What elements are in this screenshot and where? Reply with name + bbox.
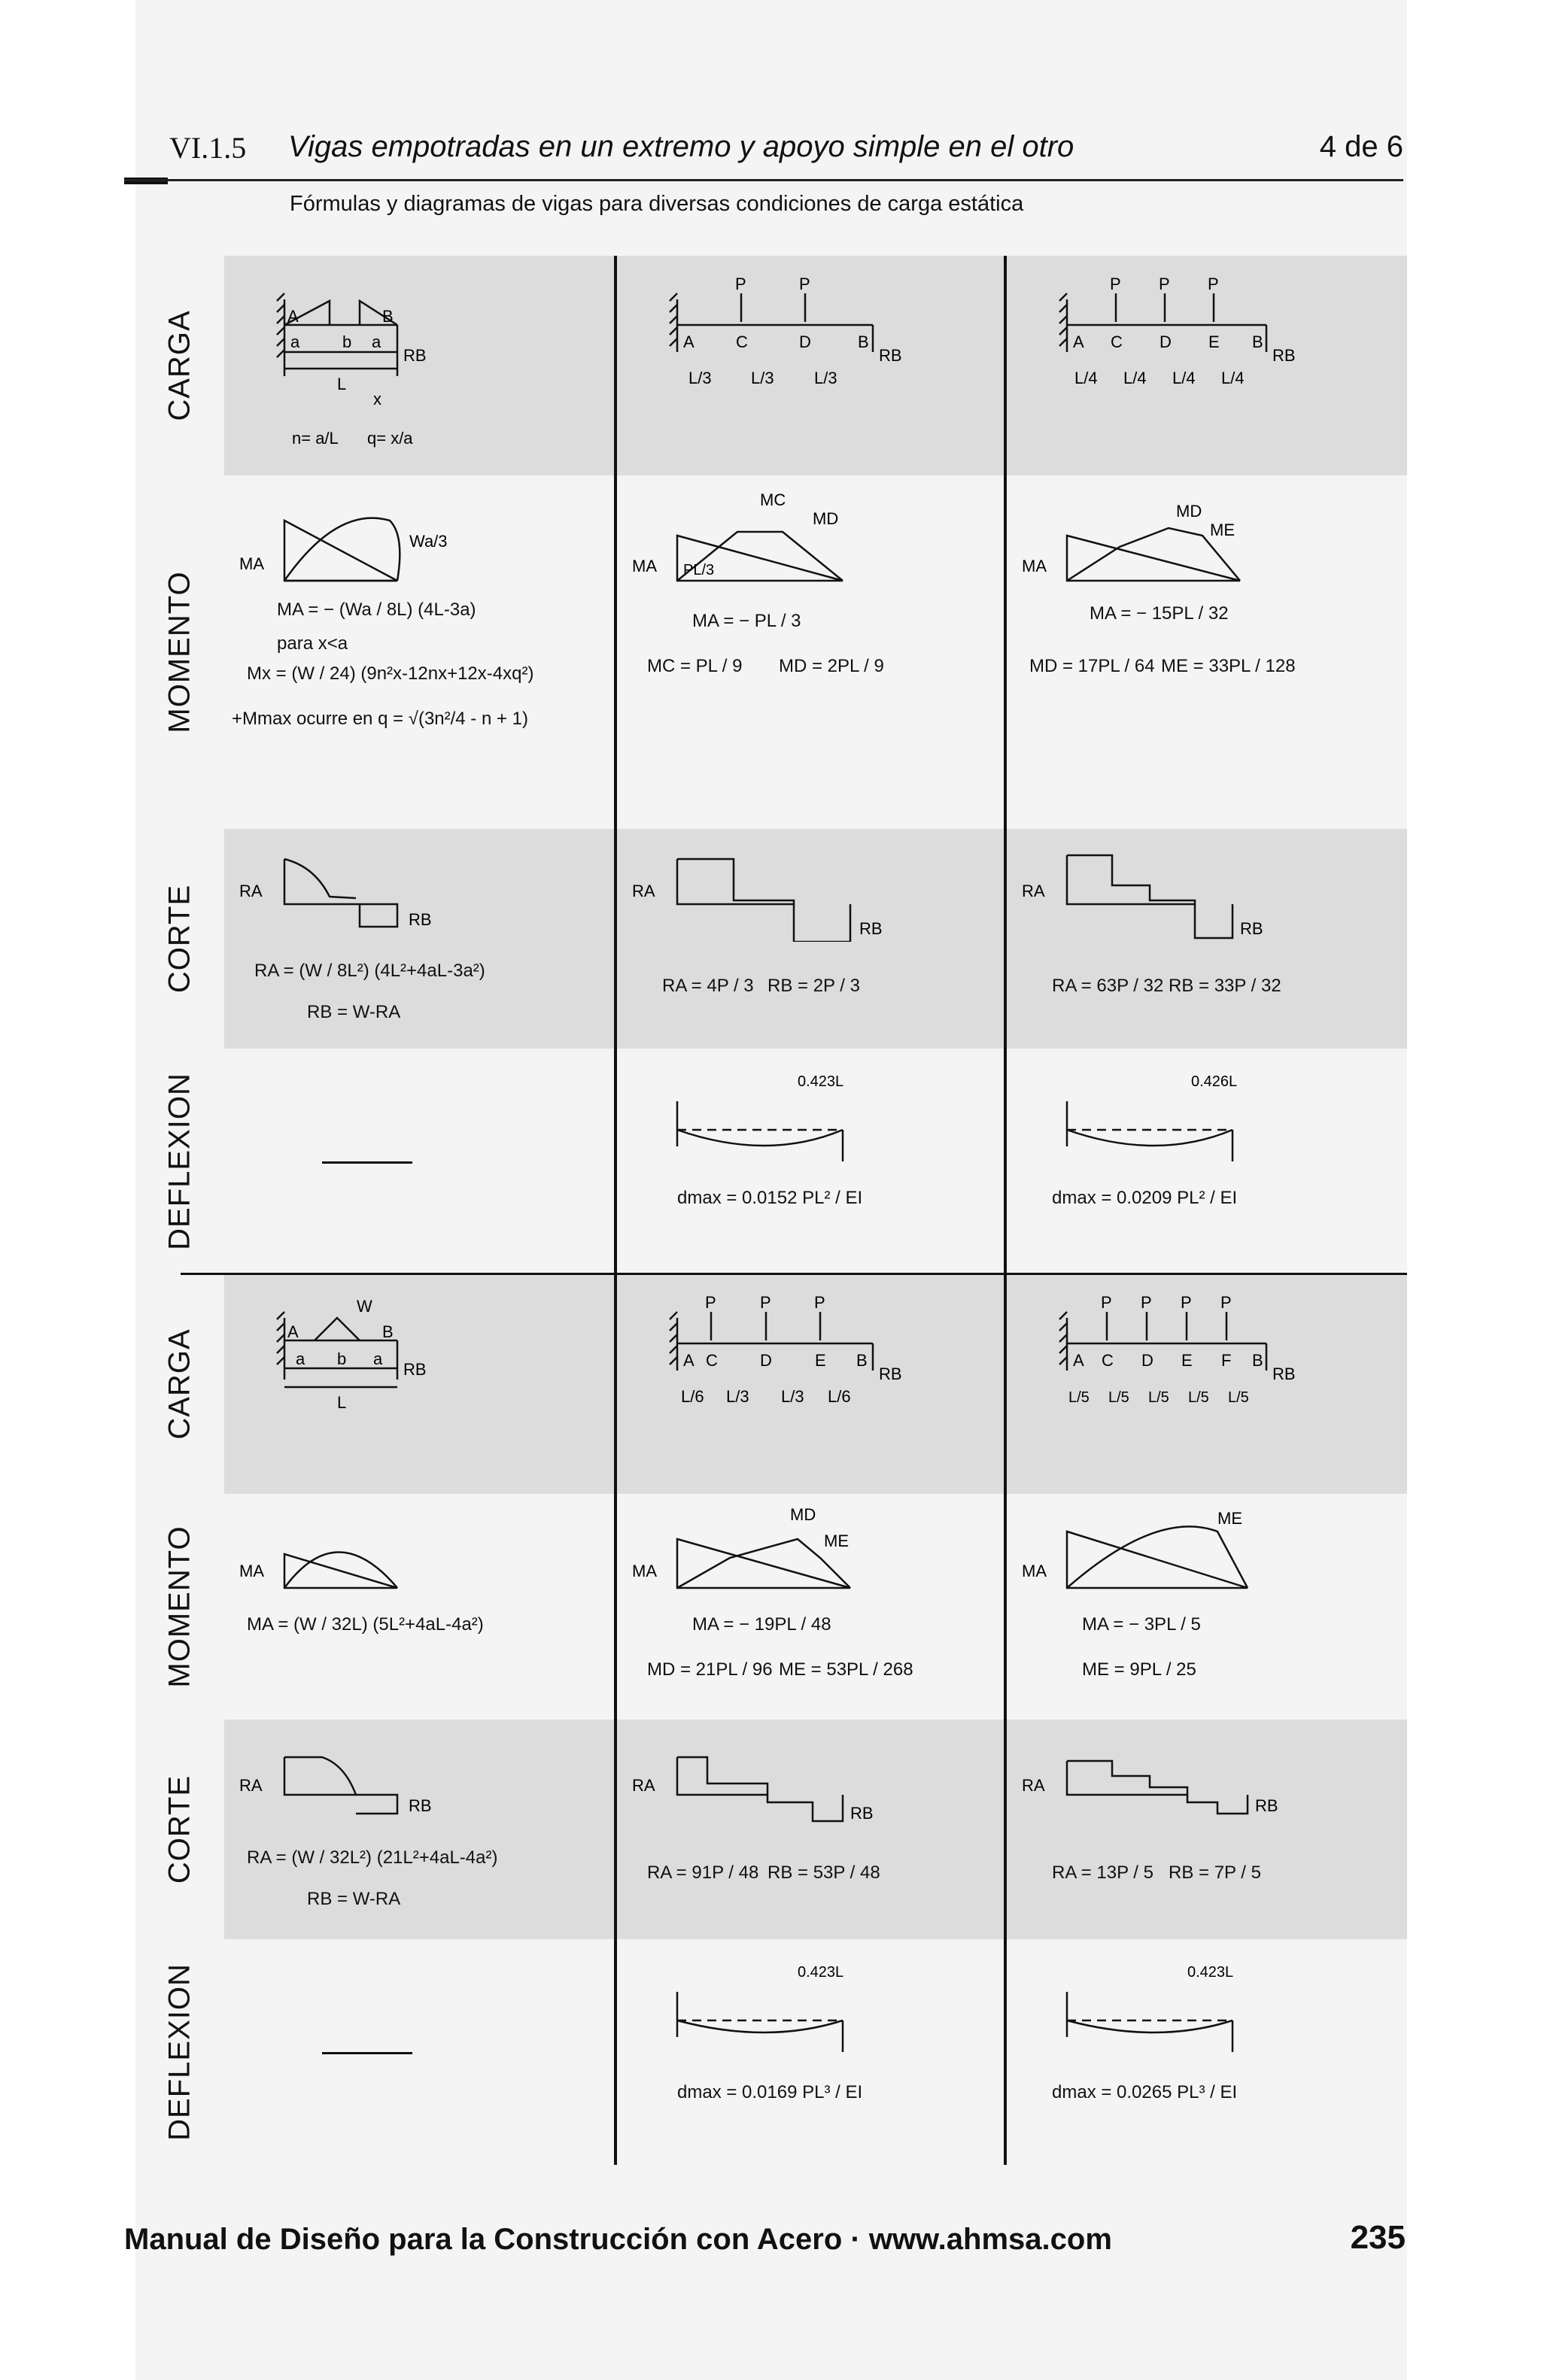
deflection-diagram: [617, 1939, 1004, 2052]
svg-text:P: P: [735, 275, 746, 293]
svg-text:L/3: L/3: [751, 369, 774, 387]
svg-text:P: P: [1208, 275, 1219, 293]
row-bottom-deflexion: [135, 1939, 1407, 2165]
svg-text:D: D: [799, 332, 811, 351]
svg-text:MD: MD: [813, 509, 839, 528]
svg-text:D: D: [760, 1351, 772, 1370]
svg-text:L/5: L/5: [1188, 1389, 1209, 1406]
formula: RA = 13P / 5: [1052, 1862, 1153, 1883]
svg-text:F: F: [1221, 1351, 1232, 1370]
svg-text:RA: RA: [1022, 882, 1045, 900]
svg-text:A: A: [1073, 1351, 1084, 1370]
section-number: VI.1.5: [169, 131, 247, 165]
formula: ME = 9PL / 25: [1082, 1659, 1196, 1680]
cell-top-c3-corte: [1007, 829, 1407, 1049]
svg-text:P: P: [1181, 1293, 1192, 1312]
load-diagram: [1007, 256, 1407, 475]
formula: Mx = (W / 24) (9n²x-12nx+12x-4xq²): [247, 663, 534, 684]
svg-text:ME: ME: [1210, 521, 1235, 539]
row-label: CORTE: [163, 884, 196, 994]
svg-text:P: P: [1159, 275, 1170, 293]
svg-text:D: D: [1160, 332, 1172, 351]
label-A: A: [287, 307, 299, 326]
cell-bottom-c1-carga: [224, 1274, 614, 1494]
row-bottom-momento: [135, 1494, 1407, 1720]
formula: RB = 53P / 48: [767, 1862, 880, 1883]
row-label: CARGA: [163, 310, 196, 421]
section-divider: [181, 1273, 1407, 1275]
svg-text:b: b: [337, 1349, 347, 1368]
svg-text:RA: RA: [632, 882, 655, 900]
svg-text:RB: RB: [403, 1360, 427, 1379]
svg-text:MA: MA: [239, 554, 264, 573]
svg-text:RA: RA: [239, 882, 263, 900]
deflection-diagram: [617, 1049, 1004, 1161]
svg-text:L/5: L/5: [1068, 1389, 1090, 1406]
cell-top-c3-momento: [1007, 475, 1407, 829]
svg-text:RB: RB: [409, 910, 432, 929]
footer-text: Manual de Diseño para la Construcción con Acero · www.ahmsa.com: [124, 2223, 1112, 2256]
svg-text:RB: RB: [409, 1796, 432, 1815]
svg-text:RB: RB: [1272, 1365, 1296, 1383]
svg-text:L/5: L/5: [1148, 1389, 1169, 1406]
formula: MA = − 15PL / 32: [1090, 603, 1229, 624]
svg-text:L/3: L/3: [781, 1387, 804, 1406]
cell-top-c2-carga: [617, 256, 1004, 475]
formula: RA = 63P / 32: [1052, 976, 1164, 996]
label-a: a: [290, 332, 300, 351]
svg-text:RB: RB: [850, 1804, 874, 1823]
svg-text:0.423L: 0.423L: [798, 1073, 844, 1090]
svg-text:C: C: [706, 1351, 718, 1370]
cell-top-c2-corte: [617, 829, 1004, 1049]
formula: para x<a: [277, 633, 348, 654]
formula: RB = W-RA: [307, 1889, 401, 1909]
label-B: B: [382, 307, 394, 326]
svg-text:L/6: L/6: [681, 1387, 704, 1406]
section-title: Vigas empotradas en un extremo y apoyo simple en el otro: [288, 130, 1074, 163]
svg-text:RA: RA: [632, 1776, 655, 1795]
row-label: CARGA: [163, 1328, 196, 1440]
label-a2: a: [372, 332, 381, 351]
moment-diagram: [224, 475, 614, 588]
column-divider: [1004, 256, 1007, 2165]
formula: MA = − PL / 3: [692, 611, 801, 631]
svg-text:P: P: [799, 275, 810, 293]
svg-text:P: P: [814, 1293, 825, 1312]
svg-text:E: E: [1181, 1351, 1193, 1370]
svg-text:L/6: L/6: [828, 1387, 851, 1406]
cell-bottom-c1-corte: [224, 1720, 614, 1939]
formula: ME = 33PL / 128: [1161, 656, 1296, 676]
formula: dmax = 0.0265 PL³ / EI: [1052, 2082, 1238, 2102]
row-label: CORTE: [163, 1774, 196, 1884]
page-subtitle: Fórmulas y diagramas de vigas para diversas condiciones de carga estática: [290, 192, 1024, 216]
load-diagram: [1007, 1274, 1407, 1494]
svg-text:0.426L: 0.426L: [1191, 1073, 1238, 1090]
not-applicable-dash: [322, 1161, 412, 1164]
formula: MD = 2PL / 9: [779, 656, 884, 676]
svg-text:PL/3: PL/3: [683, 562, 715, 578]
formula: dmax = 0.0169 PL³ / EI: [677, 2082, 863, 2102]
row-label: DEFLEXION: [163, 1963, 196, 2141]
svg-text:P: P: [760, 1293, 771, 1312]
page-indicator: 4 de 6: [1319, 130, 1403, 163]
formula: RA = (W / 32L²) (21L²+4aL-4a²): [247, 1847, 498, 1868]
formula: RB = 7P / 5: [1169, 1862, 1261, 1883]
cell-top-c1-momento: [224, 475, 614, 829]
svg-text:L/4: L/4: [1074, 369, 1098, 387]
formula: MD = 21PL / 96: [647, 1659, 773, 1680]
svg-text:RB: RB: [1240, 919, 1263, 938]
label-x: x: [373, 390, 381, 408]
cell-bottom-c1-deflexion: [224, 1939, 614, 2165]
label-n: n= a/L: [292, 429, 339, 448]
svg-text:a: a: [296, 1349, 305, 1368]
row-top-carga: [135, 256, 1407, 475]
row-label: DEFLEXION: [163, 1073, 196, 1250]
cell-bottom-c3-deflexion: [1007, 1939, 1407, 2165]
cell-top-c2-deflexion: [617, 1049, 1004, 1274]
cell-top-c3-carga: [1007, 256, 1407, 475]
not-applicable-dash: [322, 2052, 412, 2054]
cell-bottom-c3-corte: [1007, 1720, 1407, 1939]
svg-text:A: A: [683, 332, 695, 351]
row-top-corte: [135, 829, 1407, 1049]
svg-text:P: P: [1220, 1293, 1232, 1312]
shear-diagram: [1007, 829, 1407, 942]
cell-bottom-c2-corte: [617, 1720, 1004, 1939]
shear-diagram: [617, 1720, 1004, 1832]
cell-top-c1-corte: [224, 829, 614, 1049]
load-diagram: [617, 256, 1004, 475]
load-diagram: [224, 256, 614, 475]
svg-text:RA: RA: [239, 1776, 263, 1795]
svg-text:RB: RB: [1255, 1796, 1278, 1815]
svg-text:MC: MC: [760, 490, 786, 509]
load-diagram: [224, 1274, 614, 1494]
svg-text:0.423L: 0.423L: [1187, 1964, 1234, 1981]
page-header: [124, 124, 1403, 177]
moment-diagram: [617, 1494, 1004, 1599]
svg-text:C: C: [1111, 332, 1123, 351]
svg-text:B: B: [382, 1322, 394, 1341]
svg-text:ME: ME: [824, 1532, 849, 1550]
svg-text:L/4: L/4: [1123, 369, 1147, 387]
svg-text:RB: RB: [859, 919, 883, 938]
cell-bottom-c1-momento: [224, 1494, 614, 1720]
svg-text:RB: RB: [879, 346, 902, 365]
formula: RB = 33P / 32: [1169, 976, 1281, 996]
svg-text:L/5: L/5: [1228, 1389, 1249, 1406]
svg-text:P: P: [1110, 275, 1121, 293]
cell-bottom-c2-momento: [617, 1494, 1004, 1720]
row-top-deflexion: [135, 1049, 1407, 1274]
moment-diagram: [1007, 1494, 1407, 1599]
moment-diagram: [224, 1494, 614, 1599]
deflection-diagram: [1007, 1049, 1407, 1161]
formula: MA = (W / 32L) (5L²+4aL-4a²): [247, 1614, 484, 1635]
svg-text:A: A: [683, 1351, 695, 1370]
svg-text:L/5: L/5: [1108, 1389, 1129, 1406]
svg-text:P: P: [1141, 1293, 1152, 1312]
svg-text:P: P: [705, 1293, 716, 1312]
svg-text:E: E: [815, 1351, 826, 1370]
svg-text:MA: MA: [1022, 557, 1047, 575]
page-number: 235: [1350, 2219, 1406, 2256]
svg-text:L/4: L/4: [1221, 369, 1245, 387]
svg-text:MA: MA: [239, 1562, 264, 1580]
row-bottom-corte: [135, 1720, 1407, 1939]
svg-text:MD: MD: [790, 1505, 816, 1524]
formula: RA = 4P / 3: [662, 976, 754, 996]
label-b: b: [342, 332, 352, 351]
svg-text:0.423L: 0.423L: [798, 1964, 844, 1981]
shear-diagram: [617, 829, 1004, 942]
svg-text:RA: RA: [1022, 1776, 1045, 1795]
moment-diagram: [617, 475, 1004, 588]
svg-text:E: E: [1208, 332, 1220, 351]
svg-text:ME: ME: [1217, 1509, 1242, 1528]
svg-text:B: B: [1252, 332, 1263, 351]
svg-text:B: B: [856, 1351, 868, 1370]
cell-top-c1-deflexion: [224, 1049, 614, 1274]
formula: MC = PL / 9: [647, 656, 743, 676]
cell-bottom-c3-momento: [1007, 1494, 1407, 1720]
svg-text:A: A: [1073, 332, 1084, 351]
row-top-momento: [135, 475, 1407, 829]
row-label: MOMENTO: [163, 571, 196, 733]
cell-bottom-c2-deflexion: [617, 1939, 1004, 2165]
moment-diagram: [1007, 475, 1407, 588]
formula: MA = − 19PL / 48: [692, 1614, 831, 1635]
cell-bottom-c2-carga: [617, 1274, 1004, 1494]
formula: RB = 2P / 3: [767, 976, 860, 996]
label-RB: RB: [403, 346, 427, 365]
svg-text:L/4: L/4: [1172, 369, 1196, 387]
svg-text:B: B: [858, 332, 869, 351]
formula: RB = W-RA: [307, 1002, 401, 1022]
svg-text:A: A: [287, 1322, 299, 1341]
svg-text:P: P: [1101, 1293, 1112, 1312]
svg-text:Wa/3: Wa/3: [409, 532, 448, 551]
row-label: MOMENTO: [163, 1525, 196, 1688]
formula: ME = 53PL / 268: [779, 1659, 913, 1680]
formula: RA = (W / 8L²) (4L²+4aL-3a²): [254, 961, 485, 981]
formula: dmax = 0.0152 PL² / EI: [677, 1188, 863, 1208]
load-diagram: [617, 1274, 1004, 1494]
label-L: L: [337, 375, 347, 393]
svg-text:MA: MA: [632, 557, 657, 575]
shear-diagram: [1007, 1720, 1407, 1832]
formula: dmax = 0.0209 PL² / EI: [1052, 1188, 1238, 1208]
column-divider: [614, 256, 617, 2165]
svg-text:L/3: L/3: [688, 369, 712, 387]
svg-text:D: D: [1141, 1351, 1153, 1370]
header-rule: [124, 179, 1403, 181]
svg-text:RB: RB: [1272, 346, 1296, 365]
formula: MA = − 3PL / 5: [1082, 1614, 1201, 1635]
svg-text:L/3: L/3: [814, 369, 837, 387]
cell-top-c2-momento: [617, 475, 1004, 829]
cell-bottom-c3-carga: [1007, 1274, 1407, 1494]
svg-text:MD: MD: [1176, 502, 1202, 521]
deflection-diagram: [1007, 1939, 1407, 2052]
label-q: q= x/a: [367, 429, 413, 448]
formula: MD = 17PL / 64: [1029, 656, 1155, 676]
svg-text:L: L: [337, 1393, 347, 1412]
shear-diagram: [224, 1720, 614, 1832]
svg-text:L/3: L/3: [726, 1387, 749, 1406]
svg-text:B: B: [1252, 1351, 1263, 1370]
svg-text:RB: RB: [879, 1365, 902, 1383]
formula: +Mmax ocurre en q = √(3n²/4 - n + 1): [232, 709, 529, 729]
formula: MA = − (Wa / 8L) (4L-3a): [277, 600, 476, 620]
svg-text:MA: MA: [1022, 1562, 1047, 1580]
svg-text:W: W: [357, 1297, 372, 1316]
svg-text:C: C: [1102, 1351, 1114, 1370]
svg-text:a: a: [373, 1349, 383, 1368]
row-bottom-carga: [135, 1274, 1407, 1494]
cell-top-c1-carga: [224, 256, 614, 475]
cell-top-c3-deflexion: [1007, 1049, 1407, 1274]
formula: RA = 91P / 48: [647, 1862, 759, 1883]
svg-text:MA: MA: [632, 1562, 657, 1580]
shear-diagram: [224, 829, 614, 942]
svg-text:C: C: [736, 332, 748, 351]
